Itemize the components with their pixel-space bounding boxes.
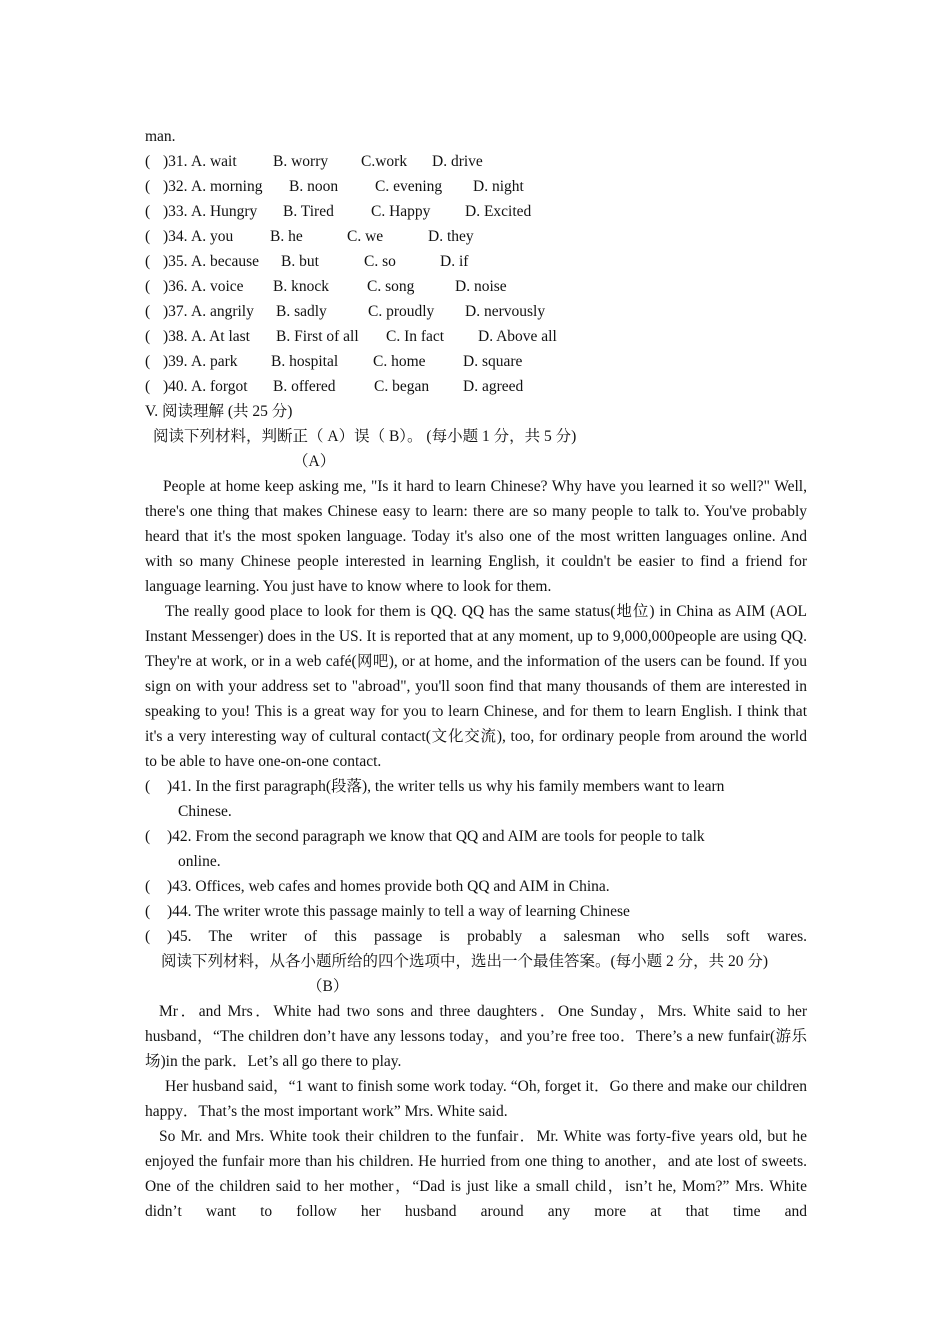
- question-35: [145, 249, 807, 274]
- question-number: )33.: [163, 203, 188, 220]
- option-a: A. Hungry: [191, 203, 258, 220]
- question-31: [145, 149, 807, 174]
- option-a: A. you: [191, 228, 234, 245]
- question-number: )32.: [163, 178, 188, 195]
- question-40: [145, 374, 807, 399]
- question-text-cont: Chinese.: [178, 803, 232, 820]
- option-c: C. evening: [375, 178, 443, 195]
- option-b: B. noon: [289, 178, 339, 195]
- answer-bracket[interactable]: (: [145, 878, 151, 895]
- tf-question-list: [145, 774, 807, 949]
- option-c: C. home: [373, 353, 426, 370]
- question-number: )31.: [163, 153, 188, 170]
- answer-bracket[interactable]: (: [145, 153, 151, 170]
- option-d: D. square: [463, 353, 523, 370]
- section-title: V. 阅读理解 (共 25 分): [145, 403, 293, 420]
- answer-bracket[interactable]: (: [145, 203, 151, 220]
- question-text-cont: online.: [178, 853, 221, 870]
- option-c: C. so: [364, 253, 396, 270]
- option-c: C. we: [347, 228, 384, 245]
- question-number: )34.: [163, 228, 188, 245]
- option-a: A. At last: [191, 328, 250, 345]
- option-b: B. offered: [273, 378, 336, 395]
- question-text: )43. Offices, web cafes and homes provide both QQ and AIM in China.: [167, 878, 610, 895]
- option-b: B. he: [270, 228, 303, 245]
- option-a: A. morning: [191, 178, 263, 195]
- question-41: [145, 774, 807, 824]
- option-b: B. but: [281, 253, 319, 270]
- question-text: )44. The writer wrote this passage mainly to tell a way of learning Chinese: [167, 903, 630, 920]
- option-a: A. angrily: [191, 303, 254, 320]
- option-d: D. if: [440, 253, 469, 270]
- question-number: )40.: [163, 378, 188, 395]
- option-d: D. they: [428, 228, 474, 245]
- question-text: )45. The writer of this passage is probably a salesman who sells soft wares.: [167, 928, 807, 945]
- answer-bracket[interactable]: (: [145, 828, 151, 845]
- answer-bracket[interactable]: (: [145, 328, 151, 345]
- passage-b-paragraph-3: So Mr. and Mrs. White took their children to the funfair．Mr. White was forty-five years old, but he enjoyed the funfair more than his children. He hurried from one thing to another，and ate lost of sweets. One of the children said to her mother，“Dad is just like a small child，isn’t he, Mom?” Mrs. White didn’t want to follow her husband around any more at that time and: [145, 1128, 807, 1220]
- option-d: D. agreed: [463, 378, 524, 395]
- option-a: A. forgot: [191, 378, 248, 395]
- exam-page: [145, 124, 807, 1224]
- option-c: C.work: [361, 153, 408, 170]
- question-number: )36.: [163, 278, 188, 295]
- passage-a-paragraph-2: The really good place to look for them is QQ. QQ has the same status(地位) in China as AIM (AOL Instant Messenger) does in the US. It is reported that at any moment, up to 9,000,000people are using QQ. They're at work, or in a web café(网吧), or at home, and the information of the users can be found. If you sign on with your address set to "abroad", you'll soon find that many thousands of them are interested in speaking to you! This is a great way for you to learn Chinese, and for them to learn English. I think that it's a very interesting way of cultural contact(文化交流), too, for ordinary people from around the world to be able to have one-on-one contact.: [145, 603, 807, 770]
- option-c: C. Happy: [371, 203, 431, 220]
- option-d: D. noise: [455, 278, 507, 295]
- option-d: D. night: [473, 178, 524, 195]
- passage-b-paragraph-1: Mr．and Mrs．White had two sons and three daughters．One Sunday，Mrs. White said to her husband，“The children don’t have any lessons today，and you’re free too．There’s a new funfair(游乐场)in the park．Let’s all go there to play.: [145, 1003, 807, 1070]
- answer-bracket[interactable]: (: [145, 353, 151, 370]
- option-d: D. nervously: [465, 303, 546, 320]
- question-number: )37.: [163, 303, 188, 320]
- question-37: [145, 299, 807, 324]
- continued-text: man.: [145, 128, 176, 145]
- option-b: B. sadly: [276, 303, 327, 320]
- answer-bracket[interactable]: (: [145, 903, 151, 920]
- question-number: )38.: [163, 328, 188, 345]
- question-38: [145, 324, 807, 349]
- question-text: )42. From the second paragraph we know that QQ and AIM are tools for people to talk: [167, 828, 705, 845]
- option-d: D. Above all: [478, 328, 557, 345]
- option-c: C. proudly: [368, 303, 435, 320]
- option-c: C. began: [374, 378, 430, 395]
- instruction-b: 阅读下列材料，从各小题所给的四个选项中，选出一个最佳答案。(每小题 2 分，共 20 分): [161, 953, 769, 970]
- option-a: A. park: [191, 353, 238, 370]
- answer-bracket[interactable]: (: [145, 928, 151, 945]
- option-a: A. voice: [191, 278, 244, 295]
- passage-a-paragraph-1: People at home keep asking me, "Is it hard to learn Chinese? Why have you learned it so well?" Well, there's one thing that makes Chinese easy to learn: there are so many people to talk to. You've probably heard that it's the most spoken language. Today it's also one of the most written languages online. And with so many Chinese people interested in learning English, it couldn't be easier to find a friend for language learning. You just have to know where to look for them.: [145, 478, 807, 595]
- option-c: C. song: [367, 278, 415, 295]
- passage-a-label: （A）: [293, 453, 336, 470]
- answer-bracket[interactable]: (: [145, 178, 151, 195]
- answer-bracket[interactable]: (: [145, 228, 151, 245]
- question-number: )35.: [163, 253, 188, 270]
- passage-b-label: （B）: [307, 978, 349, 995]
- answer-bracket[interactable]: (: [145, 253, 151, 270]
- question-36: [145, 274, 807, 299]
- option-d: D. drive: [432, 153, 483, 170]
- question-33: [145, 199, 807, 224]
- answer-bracket[interactable]: (: [145, 278, 151, 295]
- question-39: [145, 349, 807, 374]
- passage-b-paragraph-2: Her husband said，“1 want to finish some work today. “Oh, forget it．Go there and make our children happy．That’s the most important work” Mrs. White said.: [145, 1078, 807, 1120]
- option-b: B. worry: [273, 153, 329, 170]
- instruction-a: 阅读下列材料，判断正（ A）误（ B）。 (每小题 1 分，共 5 分): [153, 428, 577, 445]
- option-d: D. Excited: [465, 203, 532, 220]
- answer-bracket[interactable]: (: [145, 778, 151, 795]
- option-a: A. wait: [191, 153, 237, 170]
- question-34: [145, 224, 807, 249]
- option-b: B. hospital: [271, 353, 339, 370]
- option-b: B. First of all: [276, 328, 359, 345]
- question-44: [145, 899, 807, 924]
- cloze-question-list: [145, 149, 807, 399]
- question-42: [145, 824, 807, 874]
- option-b: B. knock: [273, 278, 329, 295]
- question-text: )41. In the first paragraph(段落), the writer tells us why his family members want to learn: [167, 778, 725, 795]
- option-a: A. because: [191, 253, 259, 270]
- option-c: C. In fact: [386, 328, 445, 345]
- question-32: [145, 174, 807, 199]
- answer-bracket[interactable]: (: [145, 378, 151, 395]
- answer-bracket[interactable]: (: [145, 303, 151, 320]
- option-b: B. Tired: [283, 203, 334, 220]
- question-number: )39.: [163, 353, 188, 370]
- question-45: [145, 924, 807, 949]
- question-43: [145, 874, 807, 899]
